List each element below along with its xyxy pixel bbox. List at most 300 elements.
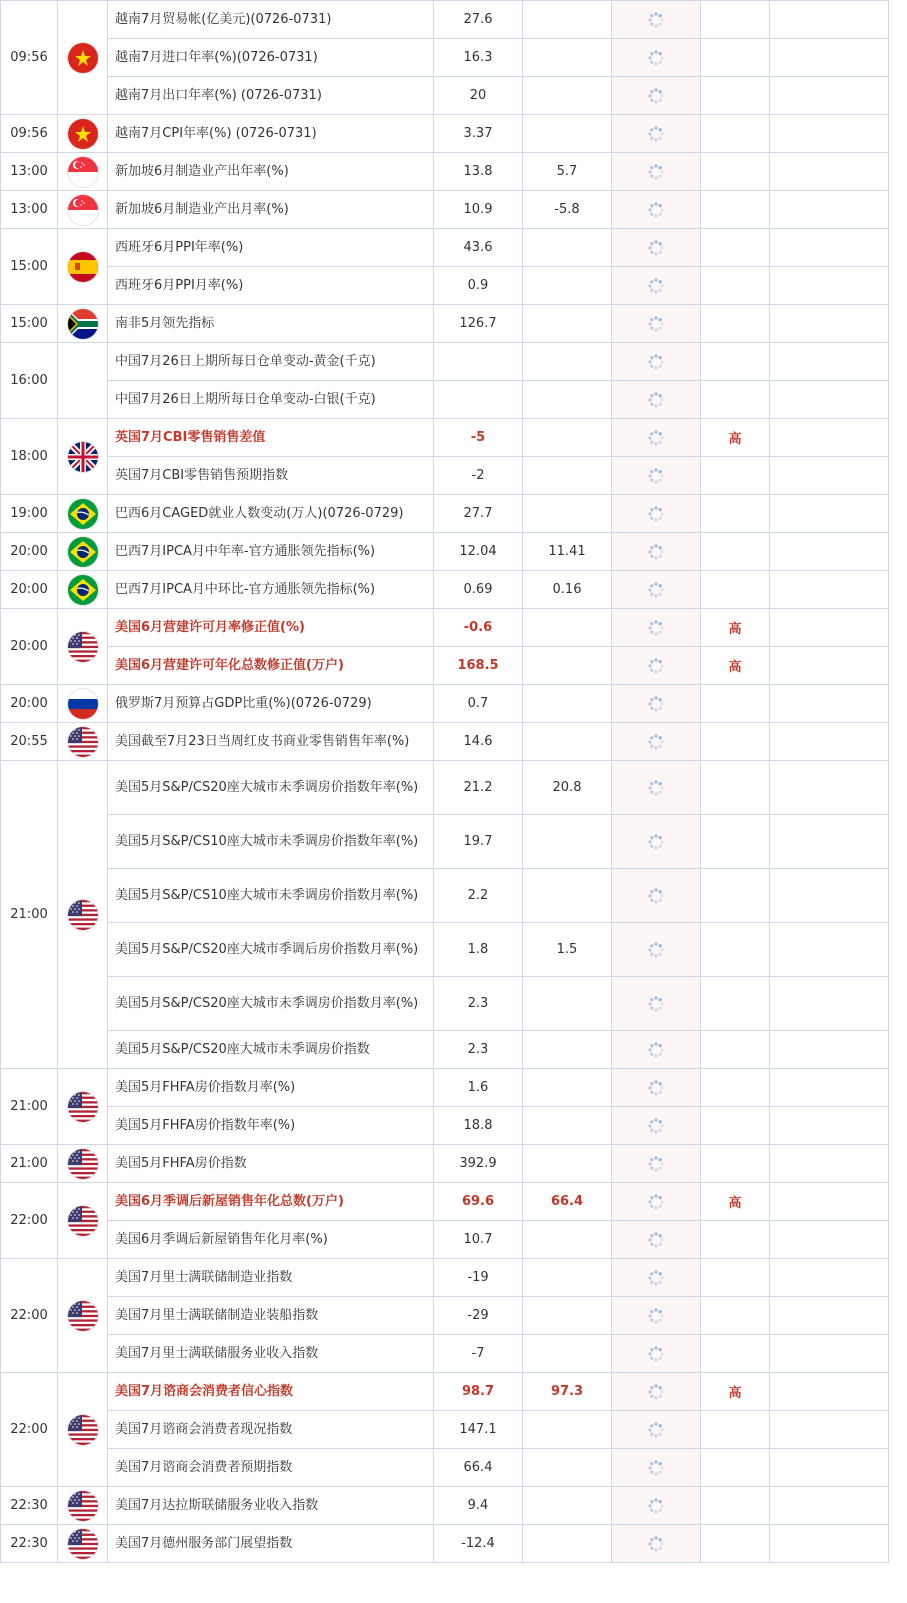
previous-value: 0.9: [434, 267, 523, 305]
calendar-row[interactable]: [1, 343, 889, 381]
interpretation-cell: [770, 685, 889, 723]
event-time: 22:30: [1, 1487, 58, 1525]
spain-flag-icon: [68, 252, 98, 282]
loading-spinner-icon: [647, 505, 665, 523]
previous-value: 98.7: [434, 1373, 523, 1411]
forecast-value: [523, 1297, 612, 1335]
actual-value-cell: [612, 153, 701, 191]
event-name: 新加坡6月制造业产出年率(%): [108, 153, 434, 191]
loading-spinner-icon: [647, 581, 665, 599]
country-flag-cell: [58, 571, 108, 609]
event-name: 越南7月进口年率(%)(0726-0731): [108, 39, 434, 77]
actual-value-cell: [612, 1487, 701, 1525]
event-time: 20:00: [1, 571, 58, 609]
event-time: 18:00: [1, 419, 58, 495]
loading-spinner-icon: [647, 1041, 665, 1059]
previous-value: 14.6: [434, 723, 523, 761]
actual-value-cell: [612, 647, 701, 685]
interpretation-cell: [770, 1031, 889, 1069]
event-time: 13:00: [1, 153, 58, 191]
event-time: 22:00: [1, 1373, 58, 1487]
previous-value: 66.4: [434, 1449, 523, 1487]
calendar-row[interactable]: [1, 1107, 889, 1145]
calendar-row[interactable]: [1, 267, 889, 305]
interpretation-cell: [770, 977, 889, 1031]
forecast-value: 0.16: [523, 571, 612, 609]
event-name: 美国7月谘商会消费者预期指数: [108, 1449, 434, 1487]
actual-value-cell: [612, 1031, 701, 1069]
importance-badge: [701, 305, 770, 343]
importance-badge: 高: [701, 1373, 770, 1411]
event-name: 美国5月FHFA房价指数月率(%): [108, 1069, 434, 1107]
forecast-value: [523, 229, 612, 267]
forecast-value: [523, 723, 612, 761]
country-flag-cell: [58, 1145, 108, 1183]
importance-badge: [701, 267, 770, 305]
event-name: 美国6月营建许可月率修正值(%): [108, 609, 434, 647]
interpretation-cell: [770, 115, 889, 153]
country-flag-cell: [58, 1183, 108, 1259]
event-time: 20:55: [1, 723, 58, 761]
actual-value-cell: [612, 191, 701, 229]
usa-flag-icon: [68, 1149, 98, 1179]
calendar-row[interactable]: [1, 1525, 889, 1563]
event-name: 巴西6月CAGED就业人数变动(万人)(0726-0729): [108, 495, 434, 533]
forecast-value: [523, 1411, 612, 1449]
actual-value-cell: [612, 1525, 701, 1563]
calendar-row[interactable]: [1, 115, 889, 153]
interpretation-cell: [770, 1487, 889, 1525]
actual-value-cell: [612, 869, 701, 923]
loading-spinner-icon: [647, 995, 665, 1013]
loading-spinner-icon: [647, 277, 665, 295]
forecast-value: [523, 1525, 612, 1563]
calendar-row[interactable]: [1, 1069, 889, 1107]
interpretation-cell: [770, 381, 889, 419]
loading-spinner-icon: [647, 941, 665, 959]
interpretation-cell: [770, 39, 889, 77]
usa-flag-icon: [68, 1491, 98, 1521]
loading-spinner-icon: [647, 1155, 665, 1173]
forecast-value: [523, 305, 612, 343]
vietnam-flag-icon: [68, 43, 98, 73]
event-name: 西班牙6月PPI年率(%): [108, 229, 434, 267]
actual-value-cell: [612, 1145, 701, 1183]
importance-badge: [701, 77, 770, 115]
forecast-value: [523, 1107, 612, 1145]
event-time: 19:00: [1, 495, 58, 533]
interpretation-cell: [770, 1183, 889, 1221]
importance-badge: [701, 457, 770, 495]
interpretation-cell: [770, 1297, 889, 1335]
loading-spinner-icon: [647, 429, 665, 447]
event-name: 美国5月FHFA房价指数年率(%): [108, 1107, 434, 1145]
importance-badge: [701, 153, 770, 191]
previous-value: -12.4: [434, 1525, 523, 1563]
previous-value: 1.8: [434, 923, 523, 977]
event-time: 15:00: [1, 229, 58, 305]
loading-spinner-icon: [647, 733, 665, 751]
interpretation-cell: [770, 495, 889, 533]
forecast-value: [523, 1031, 612, 1069]
actual-value-cell: [612, 923, 701, 977]
interpretation-cell: [770, 815, 889, 869]
forecast-value: 20.8: [523, 761, 612, 815]
loading-spinner-icon: [647, 11, 665, 29]
event-name: 美国7月德州服务部门展望指数: [108, 1525, 434, 1563]
loading-spinner-icon: [647, 1459, 665, 1477]
loading-spinner-icon: [647, 125, 665, 143]
calendar-row[interactable]: [1, 495, 889, 533]
importance-badge: 高: [701, 609, 770, 647]
country-flag-cell: [58, 723, 108, 761]
event-name: 巴西7月IPCA月中环比-官方通胀领先指标(%): [108, 571, 434, 609]
calendar-row[interactable]: [1, 153, 889, 191]
event-name: 美国5月S&P/CS20座大城市未季调房价指数年率(%): [108, 761, 434, 815]
loading-spinner-icon: [647, 657, 665, 675]
event-name: 美国截至7月23日当周红皮书商业零售销售年率(%): [108, 723, 434, 761]
calendar-row[interactable]: [1, 761, 889, 815]
event-name: 越南7月CPI年率(%) (0726-0731): [108, 115, 434, 153]
interpretation-cell: [770, 229, 889, 267]
previous-value: 168.5: [434, 647, 523, 685]
forecast-value: [523, 1069, 612, 1107]
event-name: 巴西7月IPCA月中年率-官方通胀领先指标(%): [108, 533, 434, 571]
forecast-value: 66.4: [523, 1183, 612, 1221]
forecast-value: [523, 1487, 612, 1525]
previous-value: 392.9: [434, 1145, 523, 1183]
forecast-value: 11.41: [523, 533, 612, 571]
event-time: 22:30: [1, 1525, 58, 1563]
event-time: 13:00: [1, 191, 58, 229]
event-name: 英国7月CBI零售销售预期指数: [108, 457, 434, 495]
calendar-row[interactable]: [1, 229, 889, 267]
interpretation-cell: [770, 1069, 889, 1107]
interpretation-cell: [770, 1145, 889, 1183]
loading-spinner-icon: [647, 695, 665, 713]
previous-value: 20: [434, 77, 523, 115]
vietnam-flag-icon: [68, 119, 98, 149]
forecast-value: [523, 869, 612, 923]
actual-value-cell: [612, 761, 701, 815]
interpretation-cell: [770, 1449, 889, 1487]
loading-spinner-icon: [647, 1193, 665, 1211]
calendar-row[interactable]: [1, 191, 889, 229]
interpretation-cell: [770, 305, 889, 343]
actual-value-cell: [612, 1411, 701, 1449]
calendar-row[interactable]: [1, 1031, 889, 1069]
loading-spinner-icon: [647, 391, 665, 409]
interpretation-cell: [770, 609, 889, 647]
loading-spinner-icon: [647, 1231, 665, 1249]
forecast-value: [523, 685, 612, 723]
previous-value: -7: [434, 1335, 523, 1373]
calendar-row[interactable]: [1, 39, 889, 77]
forecast-value: [523, 1221, 612, 1259]
country-flag-cell: [58, 115, 108, 153]
event-name: 俄罗斯7月预算占GDP比重(%)(0726-0729): [108, 685, 434, 723]
previous-value: 27.7: [434, 495, 523, 533]
interpretation-cell: [770, 1373, 889, 1411]
loading-spinner-icon: [647, 779, 665, 797]
loading-spinner-icon: [647, 353, 665, 371]
forecast-value: [523, 815, 612, 869]
actual-value-cell: [612, 1449, 701, 1487]
previous-value: -19: [434, 1259, 523, 1297]
calendar-row[interactable]: [1, 533, 889, 571]
interpretation-cell: [770, 761, 889, 815]
previous-value: 126.7: [434, 305, 523, 343]
event-name: 中国7月26日上期所每日仓单变动-白银(千克): [108, 381, 434, 419]
interpretation-cell: [770, 1107, 889, 1145]
calendar-row[interactable]: [1, 923, 889, 977]
previous-value: 21.2: [434, 761, 523, 815]
previous-value: 43.6: [434, 229, 523, 267]
actual-value-cell: [612, 1259, 701, 1297]
loading-spinner-icon: [647, 1535, 665, 1553]
loading-spinner-icon: [647, 467, 665, 485]
country-flag-cell: [58, 153, 108, 191]
singapore-flag-icon: [68, 157, 98, 187]
actual-value-cell: [612, 419, 701, 457]
importance-badge: [701, 1107, 770, 1145]
actual-value-cell: [612, 1335, 701, 1373]
brazil-flag-icon: [68, 499, 98, 529]
calendar-row[interactable]: [1, 1145, 889, 1183]
importance-badge: [701, 571, 770, 609]
calendar-row[interactable]: [1, 1449, 889, 1487]
interpretation-cell: [770, 571, 889, 609]
loading-spinner-icon: [647, 1421, 665, 1439]
importance-badge: [701, 381, 770, 419]
importance-badge: [701, 1221, 770, 1259]
event-name: 新加坡6月制造业产出月率(%): [108, 191, 434, 229]
country-flag-cell: [58, 609, 108, 685]
interpretation-cell: [770, 1, 889, 39]
actual-value-cell: [612, 39, 701, 77]
importance-badge: 高: [701, 1183, 770, 1221]
interpretation-cell: [770, 1525, 889, 1563]
calendar-row[interactable]: [1, 723, 889, 761]
event-name: 美国7月谘商会消费者现况指数: [108, 1411, 434, 1449]
actual-value-cell: [612, 381, 701, 419]
previous-value: 10.9: [434, 191, 523, 229]
country-flag-cell: [58, 191, 108, 229]
previous-value: [434, 381, 523, 419]
loading-spinner-icon: [647, 1117, 665, 1135]
russia-flag-icon: [68, 689, 98, 719]
calendar-row[interactable]: [1, 571, 889, 609]
event-name: 越南7月贸易帐(亿美元)(0726-0731): [108, 1, 434, 39]
calendar-row[interactable]: [1, 1259, 889, 1297]
event-name: 美国7月里士满联储服务业收入指数: [108, 1335, 434, 1373]
actual-value-cell: [612, 305, 701, 343]
event-name: 美国5月S&P/CS20座大城市季调后房价指数月率(%): [108, 923, 434, 977]
event-name: 美国6月季调后新屋销售年化月率(%): [108, 1221, 434, 1259]
forecast-value: [523, 419, 612, 457]
event-name: 中国7月26日上期所每日仓单变动-黄金(千克): [108, 343, 434, 381]
previous-value: 2.3: [434, 977, 523, 1031]
calendar-row[interactable]: [1, 685, 889, 723]
brazil-flag-icon: [68, 575, 98, 605]
previous-value: 18.8: [434, 1107, 523, 1145]
country-flag-cell: [58, 1069, 108, 1145]
interpretation-cell: [770, 267, 889, 305]
calendar-row[interactable]: [1, 647, 889, 685]
usa-flag-icon: [68, 1206, 98, 1236]
forecast-value: [523, 343, 612, 381]
calendar-row[interactable]: [1, 1487, 889, 1525]
previous-value: 3.37: [434, 115, 523, 153]
loading-spinner-icon: [647, 1345, 665, 1363]
actual-value-cell: [612, 571, 701, 609]
country-flag-cell: [58, 1487, 108, 1525]
country-flag-cell: [58, 1373, 108, 1487]
actual-value-cell: [612, 533, 701, 571]
forecast-value: [523, 39, 612, 77]
event-name: 美国5月S&P/CS20座大城市未季调房价指数月率(%): [108, 977, 434, 1031]
importance-badge: 高: [701, 647, 770, 685]
interpretation-cell: [770, 723, 889, 761]
country-flag-cell: [58, 229, 108, 305]
calendar-row[interactable]: [1, 977, 889, 1031]
actual-value-cell: [612, 495, 701, 533]
importance-badge: [701, 1411, 770, 1449]
forecast-value: [523, 1335, 612, 1373]
calendar-row[interactable]: [1, 1297, 889, 1335]
calendar-row[interactable]: [1, 815, 889, 869]
loading-spinner-icon: [647, 201, 665, 219]
forecast-value: [523, 457, 612, 495]
previous-value: -2: [434, 457, 523, 495]
calendar-row[interactable]: [1, 1, 889, 39]
previous-value: -5: [434, 419, 523, 457]
forecast-value: [523, 115, 612, 153]
previous-value: 0.7: [434, 685, 523, 723]
previous-value: 10.7: [434, 1221, 523, 1259]
calendar-row[interactable]: [1, 1183, 889, 1221]
calendar-row[interactable]: [1, 609, 889, 647]
importance-badge: [701, 1525, 770, 1563]
usa-flag-icon: [68, 1415, 98, 1445]
calendar-row[interactable]: [1, 457, 889, 495]
previous-value: 69.6: [434, 1183, 523, 1221]
previous-value: 0.69: [434, 571, 523, 609]
importance-badge: [701, 1487, 770, 1525]
country-flag-cell: [58, 1525, 108, 1563]
actual-value-cell: [612, 685, 701, 723]
forecast-value: [523, 1, 612, 39]
actual-value-cell: [612, 815, 701, 869]
interpretation-cell: [770, 923, 889, 977]
south-africa-flag-icon: [68, 309, 98, 339]
forecast-value: [523, 609, 612, 647]
brazil-flag-icon: [68, 537, 98, 567]
calendar-row[interactable]: [1, 77, 889, 115]
country-flag-cell: [58, 495, 108, 533]
event-name: 越南7月出口年率(%) (0726-0731): [108, 77, 434, 115]
actual-value-cell: [612, 1373, 701, 1411]
loading-spinner-icon: [647, 163, 665, 181]
previous-value: 12.04: [434, 533, 523, 571]
importance-badge: [701, 229, 770, 267]
actual-value-cell: [612, 1069, 701, 1107]
event-time: 20:00: [1, 609, 58, 685]
country-flag-cell: [58, 343, 108, 419]
actual-value-cell: [612, 609, 701, 647]
actual-value-cell: [612, 723, 701, 761]
calendar-row[interactable]: [1, 381, 889, 419]
forecast-value: 1.5: [523, 923, 612, 977]
event-name: 美国5月S&P/CS20座大城市未季调房价指数: [108, 1031, 434, 1069]
actual-value-cell: [612, 1183, 701, 1221]
previous-value: 9.4: [434, 1487, 523, 1525]
event-time: 16:00: [1, 343, 58, 419]
interpretation-cell: [770, 457, 889, 495]
importance-badge: [701, 191, 770, 229]
loading-spinner-icon: [647, 1307, 665, 1325]
importance-badge: [701, 977, 770, 1031]
country-flag-cell: [58, 761, 108, 1069]
previous-value: 19.7: [434, 815, 523, 869]
actual-value-cell: [612, 267, 701, 305]
event-name: 美国6月季调后新屋销售年化总数(万户): [108, 1183, 434, 1221]
calendar-row[interactable]: [1, 305, 889, 343]
interpretation-cell: [770, 869, 889, 923]
actual-value-cell: [612, 1107, 701, 1145]
forecast-value: [523, 381, 612, 419]
importance-badge: [701, 923, 770, 977]
calendar-row[interactable]: [1, 1411, 889, 1449]
event-name: 美国7月里士满联储制造业装船指数: [108, 1297, 434, 1335]
calendar-row[interactable]: [1, 869, 889, 923]
forecast-value: [523, 1259, 612, 1297]
event-name: 美国5月S&P/CS10座大城市未季调房价指数年率(%): [108, 815, 434, 869]
previous-value: 27.6: [434, 1, 523, 39]
importance-badge: [701, 343, 770, 381]
previous-value: 2.3: [434, 1031, 523, 1069]
importance-badge: [701, 1449, 770, 1487]
calendar-row[interactable]: [1, 419, 889, 457]
forecast-value: 97.3: [523, 1373, 612, 1411]
forecast-value: [523, 1145, 612, 1183]
actual-value-cell: [612, 1221, 701, 1259]
interpretation-cell: [770, 1259, 889, 1297]
loading-spinner-icon: [647, 543, 665, 561]
actual-value-cell: [612, 115, 701, 153]
country-flag-cell: [58, 305, 108, 343]
event-time: 20:00: [1, 533, 58, 571]
event-name: 美国5月S&P/CS10座大城市未季调房价指数月率(%): [108, 869, 434, 923]
calendar-row[interactable]: [1, 1373, 889, 1411]
previous-value: -0.6: [434, 609, 523, 647]
actual-value-cell: [612, 343, 701, 381]
loading-spinner-icon: [647, 49, 665, 67]
singapore-flag-icon: [68, 195, 98, 225]
loading-spinner-icon: [647, 1269, 665, 1287]
forecast-value: [523, 647, 612, 685]
country-flag-cell: [58, 533, 108, 571]
forecast-value: [523, 1449, 612, 1487]
calendar-row[interactable]: [1, 1335, 889, 1373]
forecast-value: 5.7: [523, 153, 612, 191]
event-time: 15:00: [1, 305, 58, 343]
importance-badge: [701, 1031, 770, 1069]
forecast-value: [523, 77, 612, 115]
calendar-row[interactable]: [1, 1221, 889, 1259]
interpretation-cell: [770, 419, 889, 457]
usa-flag-icon: [68, 900, 98, 930]
